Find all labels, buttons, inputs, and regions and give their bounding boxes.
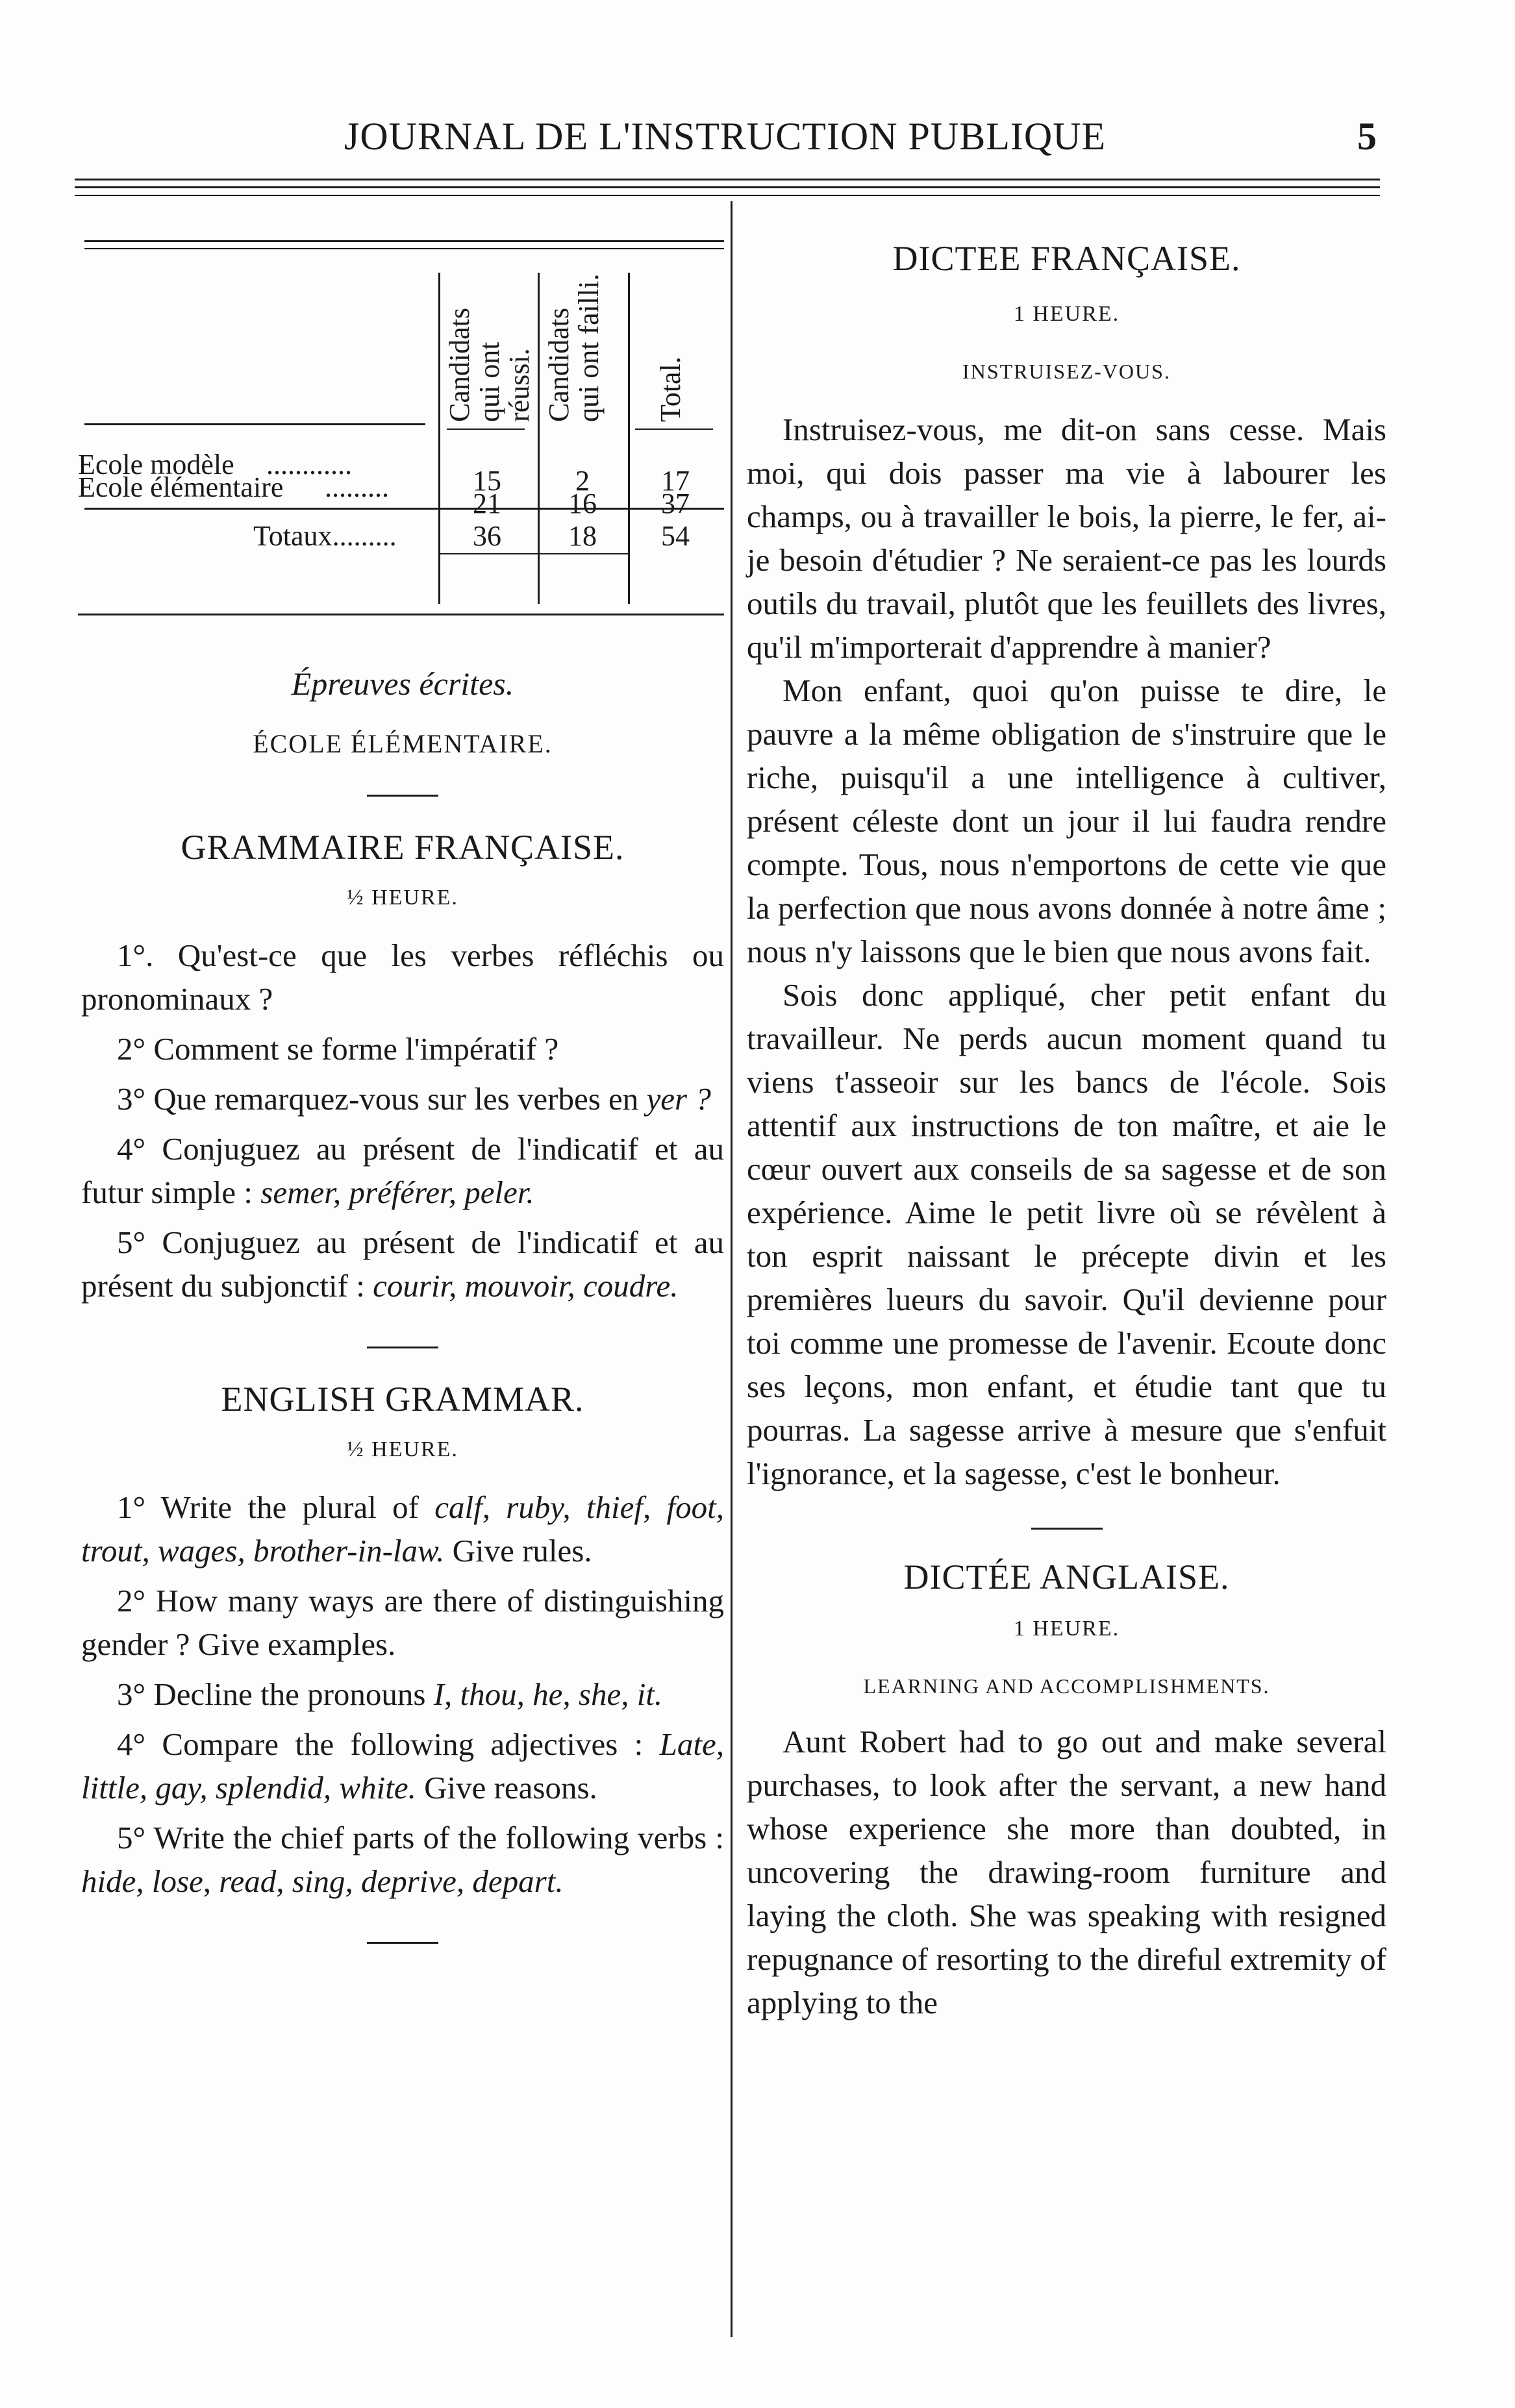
page-number: 5 — [1357, 115, 1377, 158]
e-q1-text: 1° Write the plural of — [117, 1489, 435, 1525]
cell-total-failli: 18 — [568, 520, 597, 552]
english-q2: 2° How many ways are there of distinguishing gender ? Give examples. — [81, 1583, 724, 1662]
cell-elem-failli: 16 — [568, 488, 597, 519]
section-dash — [1031, 1528, 1103, 1530]
cell-elem-reussi: 21 — [473, 488, 501, 519]
cell-elem-total: 37 — [661, 488, 690, 519]
q3-italic: yer ? — [646, 1081, 711, 1117]
e-q1-end: Give rules. — [444, 1533, 592, 1569]
dictee-fr-title: DICTEE FRANÇAISE. — [892, 239, 1241, 278]
english-q3 — [81, 1672, 724, 1716]
grammaire-q1: 1°. Qu'est-ce que les verbes réfléchis ou pronominaux ? — [81, 937, 724, 1017]
grammaire-title: GRAMMAIRE FRANÇAISE. — [181, 828, 625, 867]
row-dots: ......... — [325, 471, 389, 503]
cell-modele-total: 17 — [661, 465, 690, 497]
dictee-en-subtitle: LEARNING AND ACCOMPLISHMENTS. — [863, 1674, 1270, 1698]
grammaire-time: ½ HEURE. — [347, 886, 458, 910]
table-header-rule-b — [447, 428, 525, 430]
cell-modele-failli: 2 — [575, 465, 590, 497]
row-label-elementaire: Ecole élémentaire — [78, 471, 284, 503]
q5-text: 5° Conjuguez au présent de l'indicatif et au présent du subjonctif : — [81, 1224, 724, 1304]
table-top-rule — [84, 240, 724, 242]
e-q5-italic: hide, lose, read, sing, deprive, depart. — [81, 1863, 564, 1899]
dictee-fr-p2: Mon enfant, quoi qu'on puisse te dire, le pauvre a la même obligation de s'instruire que le riche, puisqu'il a une intelligence à cultiver, présent céleste dont un jour il lui faudra rendre compte. Tous, nous n'emportons de cette vie que la perfection que nous avons donnée à notre âme ; nous n'y laissons que le bien que nous avons fait. — [747, 673, 1386, 969]
q5-italic: courir, mouvoir, coudre. — [373, 1268, 679, 1304]
cell-modele-reussi: 15 — [473, 465, 501, 497]
header-rule-3 — [75, 195, 1380, 196]
left-column — [81, 662, 724, 1944]
q4-text: 4° Conjuguez au présent de l'indicatif et au futur simple : — [81, 1131, 724, 1210]
grammaire-q3 — [81, 1077, 724, 1121]
table-totals-rule — [438, 553, 630, 554]
col-header-total: Total. — [655, 356, 686, 422]
e-q1-italic: calf, ruby, thief, foot, trout, wages, brother-in-law. — [81, 1489, 724, 1569]
cell-total-total: 54 — [661, 520, 690, 552]
ecole-heading: ÉCOLE ÉLÉMENTAIRE. — [253, 729, 553, 758]
cell-total-reussi: 36 — [473, 520, 501, 552]
table-header-rule-c — [635, 428, 713, 430]
q3-text: 3° Que remarquez-vous sur les verbes en — [117, 1081, 647, 1117]
e-q4-text: 4° Compare the following adjectives : — [117, 1726, 660, 1762]
table-bottom-rule — [78, 614, 724, 615]
row-label-modele: Ecole modèle — [78, 449, 234, 480]
dictee-en-time: 1 HEURE. — [1013, 1617, 1120, 1641]
dictee-fr-time: 1 HEURE. — [1013, 302, 1120, 326]
english-title: ENGLISH GRAMMAR. — [221, 1380, 584, 1419]
section-dash — [367, 1942, 438, 1944]
row-dots: ............ — [266, 449, 352, 480]
section-dash — [367, 795, 438, 797]
dictee-en-title: DICTÉE ANGLAISE. — [903, 1558, 1230, 1596]
column-divider — [731, 201, 732, 2337]
e-q4-end: Give reasons. — [416, 1770, 597, 1806]
running-header — [71, 114, 1377, 166]
totaux-text: Totaux — [253, 520, 332, 552]
table-header-rule — [84, 423, 425, 425]
grammaire-q2: 2° Comment se forme l'impératif ? — [117, 1031, 559, 1067]
dictee-fr-p1: Instruisez-vous, me dit-on sans cesse. Mais moi, qui dois passer ma vie à labourer les champs, ou à travailler le bois, la pierre, le fer, ai-je besoin d'étudier ? Ne seraient-ce pas les lourds outils du travail, plutôt que les feuillets des livres, qu'il m'importerait d'apprendre à manier? — [747, 412, 1386, 665]
e-q4-italic: Late, little, gay, splendid, white. — [81, 1726, 724, 1806]
english-time: ½ HEURE. — [347, 1437, 458, 1461]
header-rule-2 — [75, 186, 1380, 188]
english-q5 — [81, 1816, 724, 1903]
e-q3-text: 3° Decline the pronouns — [117, 1676, 434, 1712]
col-header-failli: Candidats qui ont failli. — [543, 273, 605, 422]
right-column — [747, 237, 1386, 2024]
header-rule-1 — [75, 179, 1380, 180]
dictee-fr-p3: Sois donc appliqué, cher petit enfant du travailleur. Ne perds aucun moment quand tu viens t'asseoir sur les bancs de l'école. Sois attentif aux instructions de ton maître, et aie le cœur ouvert aux conseils de sa sagesse et de son expérience. Aime le petit livre où se révèlent à ton esprit naissant le précepte divin et les premières lueurs du savoir. Qu'il devienne pour toi comme une promesse de l'avenir. Ecoute donc ses leçons, mon enfant, et étudie tant que tu pourras. La sagesse arrive à mesure que s'enfuit l'ignorance, et la sagesse, c'est le bonheur. — [747, 977, 1386, 1491]
grammaire-q4 — [81, 1127, 724, 1214]
dictee-en-p1: Aunt Robert had to go out and make several purchases, to look after the servant, a new hand whose experience she more than doubted, in uncovering the drawing-room furniture and laying the cloth. She was speaking with resigned repugnance of resorting to the direful extremity of applying to the — [747, 1724, 1386, 2020]
row-label-totaux: Totaux......... — [253, 520, 397, 552]
table-body-rule — [84, 508, 724, 510]
section-dash — [367, 1347, 438, 1348]
results-table — [71, 240, 724, 630]
epreuves-heading: Épreuves écrites. — [291, 665, 514, 702]
english-q4 — [81, 1722, 724, 1809]
e-q3-italic: I, thou, he, she, it. — [433, 1676, 663, 1712]
col-header-reussi: Candidats qui ont réussi. — [444, 308, 535, 422]
journal-title: JOURNAL DE L'INSTRUCTION PUBLIQUE — [344, 115, 1107, 158]
e-q5-text: 5° Write the chief parts of the following verbs : — [117, 1820, 724, 1856]
grammaire-q5 — [81, 1221, 724, 1308]
q4-italic: semer, préférer, peler. — [260, 1174, 534, 1210]
english-q1 — [81, 1485, 724, 1572]
table-top-rule-2 — [84, 248, 724, 249]
dictee-fr-subtitle: INSTRUISEZ-VOUS. — [962, 360, 1171, 383]
